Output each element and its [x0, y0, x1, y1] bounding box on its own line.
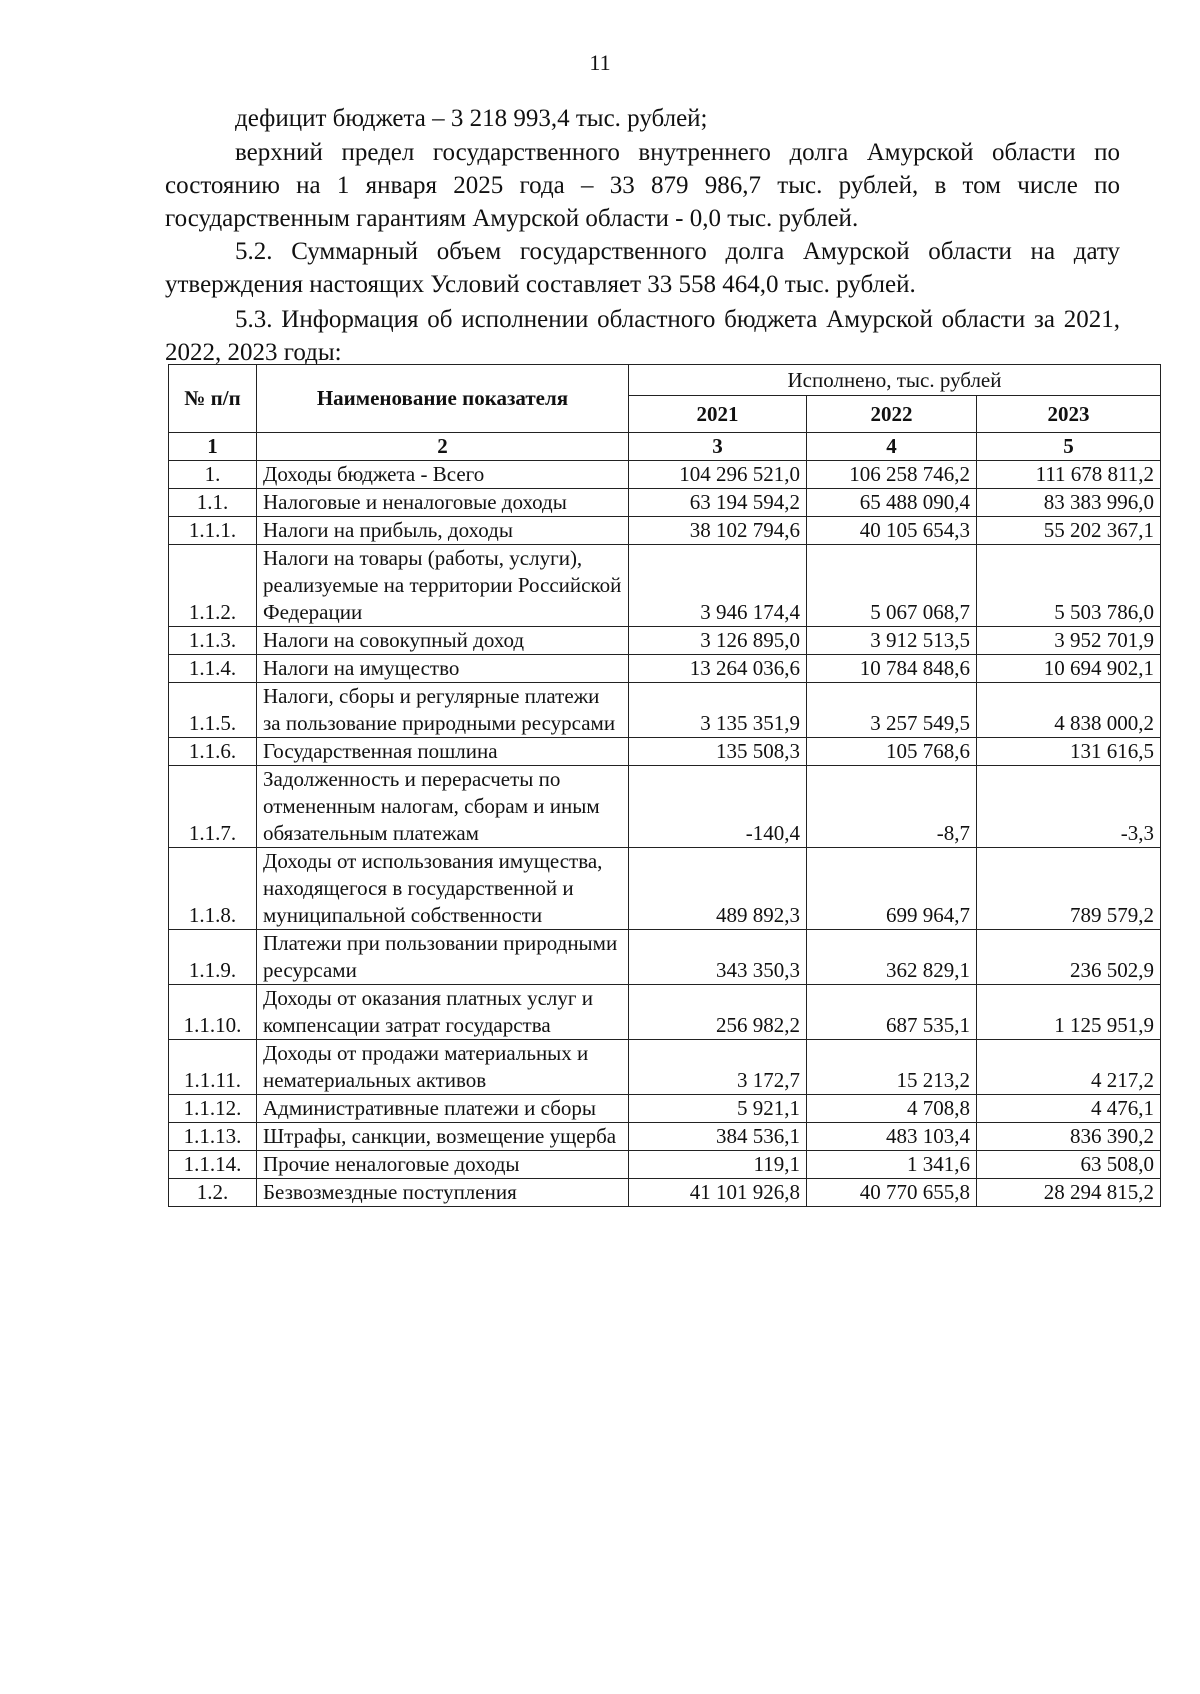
value-2021: 135 508,3 — [629, 738, 807, 766]
value-2022: 3 912 513,5 — [807, 627, 977, 655]
row-name: Задолженность и перерасчеты по отмененным налогам, сборам и иным обязательным платежам — [257, 766, 629, 848]
row-name: Налоги на прибыль, доходы — [257, 517, 629, 545]
table-row — [169, 1123, 1161, 1151]
row-number: 1.1.13. — [169, 1123, 257, 1151]
table-row — [169, 738, 1161, 766]
value-2021: 119,1 — [629, 1151, 807, 1179]
value-2022: 5 067 068,7 — [807, 545, 977, 627]
row-number: 1.1.12. — [169, 1095, 257, 1123]
value-2022: 362 829,1 — [807, 930, 977, 985]
value-2023: 4 476,1 — [977, 1095, 1161, 1123]
table-row — [169, 1095, 1161, 1123]
value-2023: 836 390,2 — [977, 1123, 1161, 1151]
value-2022: 4 708,8 — [807, 1095, 977, 1123]
table-row — [169, 1179, 1161, 1207]
column-index: 2 — [257, 433, 629, 461]
value-2023: 83 383 996,0 — [977, 489, 1161, 517]
value-2023: 55 202 367,1 — [977, 517, 1161, 545]
value-2022: 40 770 655,8 — [807, 1179, 977, 1207]
value-2021: 256 982,2 — [629, 985, 807, 1040]
value-2022: 40 105 654,3 — [807, 517, 977, 545]
column-index: 5 — [977, 433, 1161, 461]
header-year-2023: 2023 — [977, 396, 1161, 433]
budget-execution-table — [168, 364, 1161, 1207]
value-2022: 483 103,4 — [807, 1123, 977, 1151]
value-2021: 41 101 926,8 — [629, 1179, 807, 1207]
row-name: Налоговые и неналоговые доходы — [257, 489, 629, 517]
value-2022: 65 488 090,4 — [807, 489, 977, 517]
value-2021: 5 921,1 — [629, 1095, 807, 1123]
value-2022: 687 535,1 — [807, 985, 977, 1040]
row-name: Прочие неналоговые доходы — [257, 1151, 629, 1179]
row-name: Доходы бюджета - Всего — [257, 461, 629, 489]
value-2023: 63 508,0 — [977, 1151, 1161, 1179]
paragraph-deficit: дефицит бюджета – 3 218 993,4 тыс. рублей; — [235, 105, 708, 132]
row-number: 1.1.11. — [169, 1040, 257, 1095]
value-2021: -140,4 — [629, 766, 807, 848]
row-number: 1.1.8. — [169, 848, 257, 930]
header-year-2021: 2021 — [629, 396, 807, 433]
value-2022: 699 964,7 — [807, 848, 977, 930]
row-name: Налоги на имущество — [257, 655, 629, 683]
value-2023: 236 502,9 — [977, 930, 1161, 985]
row-name: Налоги, сборы и регулярные платежи за пользование природными ресурсами — [257, 683, 629, 738]
value-2023: 789 579,2 — [977, 848, 1161, 930]
table-row — [169, 461, 1161, 489]
value-2021: 3 135 351,9 — [629, 683, 807, 738]
page-number: 11 — [589, 50, 611, 75]
value-2021: 384 536,1 — [629, 1123, 807, 1151]
row-number: 1.1.3. — [169, 627, 257, 655]
table-row — [169, 766, 1161, 848]
table-row — [169, 489, 1161, 517]
row-number: 1.1.10. — [169, 985, 257, 1040]
header-year-2022: 2022 — [807, 396, 977, 433]
value-2021: 489 892,3 — [629, 848, 807, 930]
header-name: Наименование показателя — [257, 365, 629, 433]
table-row — [169, 655, 1161, 683]
table-row — [169, 930, 1161, 985]
row-name: Налоги на товары (работы, услуги), реализуемые на территории Российской Федерации — [257, 545, 629, 627]
value-2023: 5 503 786,0 — [977, 545, 1161, 627]
row-number: 1.1.9. — [169, 930, 257, 985]
table-row — [169, 517, 1161, 545]
value-2023: 1 125 951,9 — [977, 985, 1161, 1040]
table-row — [169, 1040, 1161, 1095]
value-2021: 13 264 036,6 — [629, 655, 807, 683]
value-2023: 131 616,5 — [977, 738, 1161, 766]
value-2022: 10 784 848,6 — [807, 655, 977, 683]
row-number: 1.2. — [169, 1179, 257, 1207]
table-row — [169, 848, 1161, 930]
value-2022: -8,7 — [807, 766, 977, 848]
row-number: 1. — [169, 461, 257, 489]
value-2023: 111 678 811,2 — [977, 461, 1161, 489]
row-name: Безвозмездные поступления — [257, 1179, 629, 1207]
column-index: 3 — [629, 433, 807, 461]
value-2023: 4 838 000,2 — [977, 683, 1161, 738]
column-index: 4 — [807, 433, 977, 461]
value-2021: 38 102 794,6 — [629, 517, 807, 545]
value-2023: -3,3 — [977, 766, 1161, 848]
value-2021: 3 172,7 — [629, 1040, 807, 1095]
row-name: Платежи при пользовании природными ресурсами — [257, 930, 629, 985]
row-number: 1.1.2. — [169, 545, 257, 627]
value-2021: 343 350,3 — [629, 930, 807, 985]
column-index: 1 — [169, 433, 257, 461]
value-2023: 28 294 815,2 — [977, 1179, 1161, 1207]
value-2023: 4 217,2 — [977, 1040, 1161, 1095]
row-number: 1.1. — [169, 489, 257, 517]
table-row — [169, 985, 1161, 1040]
row-number: 1.1.4. — [169, 655, 257, 683]
row-name: Налоги на совокупный доход — [257, 627, 629, 655]
row-name: Доходы от использования имущества, находящегося в государственной и муниципальной собственности — [257, 848, 629, 930]
row-name: Штрафы, санкции, возмещение ущерба — [257, 1123, 629, 1151]
value-2022: 105 768,6 — [807, 738, 977, 766]
row-name: Доходы от оказания платных услуг и компенсации затрат государства — [257, 985, 629, 1040]
table-row — [169, 545, 1161, 627]
paragraph-5-3: 5.3. Информация об исполнении областного бюджета Амурской области за 2021, 2022, 2023 годы: — [165, 306, 1120, 366]
value-2021: 3 126 895,0 — [629, 627, 807, 655]
header-num: № п/п — [169, 365, 257, 433]
row-number: 1.1.6. — [169, 738, 257, 766]
value-2023: 10 694 902,1 — [977, 655, 1161, 683]
paragraph-5-2: 5.2. Суммарный объем государственного долга Амурской области на дату утверждения настоящих Условий составляет 33 558 464,0 тыс. рублей. — [165, 238, 1120, 298]
table-row — [169, 683, 1161, 738]
column-index-row — [169, 433, 1161, 461]
value-2022: 15 213,2 — [807, 1040, 977, 1095]
row-number: 1.1.1. — [169, 517, 257, 545]
header-executed: Исполнено, тыс. рублей — [629, 365, 1161, 396]
row-name: Административные платежи и сборы — [257, 1095, 629, 1123]
value-2022: 1 341,6 — [807, 1151, 977, 1179]
row-number: 1.1.7. — [169, 766, 257, 848]
paragraph-debt-limit: верхний предел государственного внутреннего долга Амурской области по состоянию на 1 января 2025 года – 33 879 986,7 тыс. рублей, в том числе по государственным гарантиям Амурской области - 0,0 тыс. рублей. — [165, 139, 1120, 232]
table-row — [169, 627, 1161, 655]
value-2021: 3 946 174,4 — [629, 545, 807, 627]
value-2021: 63 194 594,2 — [629, 489, 807, 517]
value-2022: 106 258 746,2 — [807, 461, 977, 489]
row-name: Доходы от продажи материальных и нематериальных активов — [257, 1040, 629, 1095]
value-2023: 3 952 701,9 — [977, 627, 1161, 655]
row-number: 1.1.5. — [169, 683, 257, 738]
row-name: Государственная пошлина — [257, 738, 629, 766]
value-2022: 3 257 549,5 — [807, 683, 977, 738]
table-row — [169, 1151, 1161, 1179]
row-number: 1.1.14. — [169, 1151, 257, 1179]
value-2021: 104 296 521,0 — [629, 461, 807, 489]
